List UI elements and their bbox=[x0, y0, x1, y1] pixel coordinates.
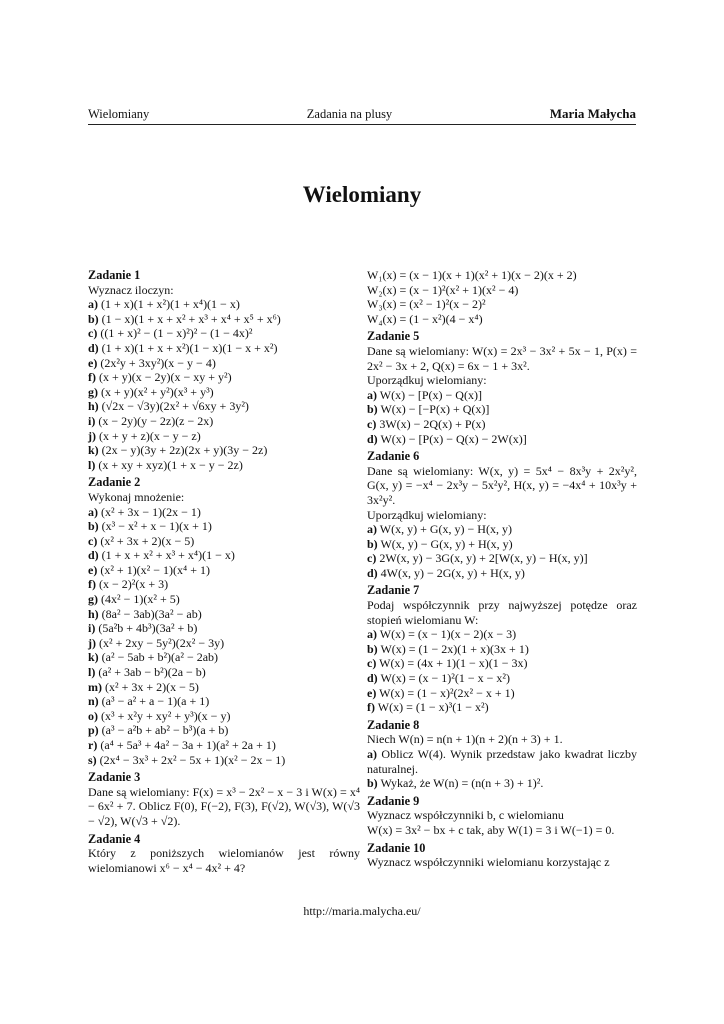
item-expression: (x² + 2xy − 5y²)(2x² − 3y) bbox=[96, 635, 225, 650]
text-line: Wyznacz iloczyn: bbox=[88, 282, 174, 297]
page-footer-url: http://maria.malycha.eu/ bbox=[303, 904, 421, 918]
text-line: Uporządkuj wielomiany: bbox=[367, 373, 487, 388]
item-label: c) bbox=[88, 533, 98, 548]
item-expression: (5a²b + 4b³)(3a² + b) bbox=[95, 621, 198, 636]
exercise-item bbox=[367, 776, 637, 791]
item-label: a) bbox=[88, 504, 98, 519]
item-expression: (2x²y + 3xy²)(x − y − 4) bbox=[97, 355, 216, 370]
item-expression: W(x) − [−P(x) + Q(x)] bbox=[377, 402, 490, 417]
item-expression: (x + y)(x² + y²)(x³ + y³) bbox=[98, 384, 214, 399]
exercise-item bbox=[88, 414, 360, 429]
text-paragraph: W(x) = 3x² − bx + c tak, aby W(1) = 3 i W(−1) = 0. bbox=[367, 822, 615, 837]
item-expression: 4W(x, y) − 2G(x, y) + H(x, y) bbox=[377, 565, 525, 580]
item-label: c) bbox=[367, 416, 377, 431]
exercise-item bbox=[88, 341, 360, 356]
left-column bbox=[88, 268, 360, 875]
text-paragraph: Dane są wielomiany: W(x, y) = 5x⁴ − 8x³y + 2x²y², G(x, y) = −x⁴ − 2x³y − 5x²y², H(x, y) = −4x⁴ + 10x³y + 3x²y². bbox=[367, 463, 637, 507]
exercise-item bbox=[88, 326, 360, 341]
exercise-item bbox=[88, 680, 360, 695]
text-paragraph: Podaj współczynnik przy najwyższej potędze oraz stopień wielomianu W: bbox=[367, 598, 637, 627]
item-expression: 3W(x) − 2Q(x) + P(x) bbox=[376, 416, 486, 431]
item-expression: (1 + x)(1 + x + x²)(1 − x)(1 − x + x²) bbox=[98, 340, 278, 355]
exercise-item bbox=[88, 592, 360, 607]
item-expression: (x² + 3x − 1)(2x − 1) bbox=[98, 504, 201, 519]
exercise-item bbox=[367, 402, 637, 417]
item-label: b) bbox=[367, 536, 378, 551]
task-heading: Zadanie 5 bbox=[367, 329, 420, 344]
item-label: f) bbox=[367, 700, 375, 715]
item-expression: (x + y)(x − 2y)(x − xy + y²) bbox=[96, 370, 232, 385]
exercise-item bbox=[88, 505, 360, 520]
item-label: a) bbox=[367, 627, 377, 642]
item-label: d) bbox=[88, 548, 99, 563]
exercise-item bbox=[367, 627, 637, 642]
item-label: e) bbox=[88, 355, 98, 370]
item-expression: (a² − 5ab + b²)(a² − 2ab) bbox=[98, 650, 219, 665]
text-paragraph: Który z poniższych wielomianów jest równy wielomianowi x⁶ − x⁴ − 4x² + 4? bbox=[88, 846, 360, 875]
item-label: j) bbox=[88, 428, 96, 443]
item-expression: ((1 + x)² − (1 − x)²)² − (1 − 4x)² bbox=[97, 326, 253, 341]
text-paragraph: Wyznacz współczynniki wielomianu korzystając z bbox=[367, 855, 610, 870]
exercise-item bbox=[88, 312, 360, 327]
exercise-item bbox=[88, 399, 360, 414]
exercise-item bbox=[88, 443, 360, 458]
exercise-item bbox=[88, 370, 360, 385]
item-expression: (x − 2y)(y − 2z)(z − 2x) bbox=[95, 413, 214, 428]
item-expression: (2x⁴ − 3x³ + 2x² − 5x + 1)(x² − 2x − 1) bbox=[96, 752, 286, 767]
item-label: p) bbox=[88, 723, 99, 738]
text-line: W₃(x) = (x² − 1)²(x − 2)² bbox=[367, 297, 486, 312]
item-expression: (1 + x + x² + x³ + x⁴)(1 − x) bbox=[98, 548, 235, 563]
item-expression: W(x, y) + G(x, y) − H(x, y) bbox=[377, 522, 512, 537]
text-line: W₄(x) = (1 − x²)(4 − x⁴) bbox=[367, 311, 483, 326]
item-label: k) bbox=[88, 650, 99, 665]
item-expression: (x² + 1)(x² − 1)(x⁴ + 1) bbox=[97, 562, 210, 577]
task-heading: Zadanie 6 bbox=[367, 449, 420, 464]
item-expression: (x³ − x² + x − 1)(x + 1) bbox=[98, 519, 212, 534]
exercise-item bbox=[88, 723, 360, 738]
item-expression: W(x) − [P(x) − Q(x)] bbox=[377, 387, 482, 402]
item-expression: W(x) − [P(x) − Q(x) − 2W(x)] bbox=[377, 431, 527, 446]
item-expression: (1 + x)(1 + x²)(1 + x⁴)(1 − x) bbox=[98, 297, 240, 312]
item-label: d) bbox=[367, 565, 378, 580]
item-expression: W(x) = (1 − x)²(2x² − x + 1) bbox=[376, 685, 515, 700]
item-expression: (x − 2)²(x + 3) bbox=[96, 577, 169, 592]
item-expression: Oblicz W(4). Wynik przedstaw jako kwadrat liczby naturalnej. bbox=[367, 747, 637, 776]
item-expression: (x + y + z)(x − y − z) bbox=[96, 428, 201, 443]
exercise-item bbox=[88, 738, 360, 753]
item-label: g) bbox=[88, 592, 98, 607]
item-expression: W(x) = (1 − 2x)(1 + x)(3x + 1) bbox=[377, 641, 529, 656]
page-header bbox=[88, 106, 636, 125]
item-label: j) bbox=[88, 635, 96, 650]
item-expression: (x² + 3x + 2)(x − 5) bbox=[97, 533, 195, 548]
exercise-item bbox=[88, 607, 360, 622]
exercise-item bbox=[367, 686, 637, 701]
item-label: b) bbox=[367, 641, 378, 656]
exercise-item bbox=[88, 577, 360, 592]
item-label: b) bbox=[367, 776, 378, 791]
item-expression: W(x, y) − G(x, y) + H(x, y) bbox=[377, 536, 513, 551]
item-label: c) bbox=[88, 326, 98, 341]
item-label: g) bbox=[88, 384, 98, 399]
exercise-item bbox=[367, 388, 637, 403]
item-label: c) bbox=[367, 551, 377, 566]
item-expression: (x² + 3x + 2)(x − 5) bbox=[102, 679, 199, 694]
exercise-item bbox=[88, 356, 360, 371]
text-line: W₁(x) = (x − 1)(x + 1)(x² + 1)(x − 2)(x + 2) bbox=[367, 268, 577, 282]
exercise-item bbox=[88, 548, 360, 563]
item-label: r) bbox=[88, 738, 98, 752]
exercise-item bbox=[367, 642, 637, 657]
item-label: b) bbox=[88, 519, 99, 534]
item-label: a) bbox=[367, 522, 377, 537]
exercise-item bbox=[88, 563, 360, 578]
item-label: i) bbox=[88, 413, 96, 428]
text-line: W₂(x) = (x − 1)²(x² + 1)(x² − 4) bbox=[367, 282, 519, 297]
item-label: n) bbox=[88, 694, 99, 709]
exercise-item bbox=[367, 656, 637, 671]
exercise-item bbox=[367, 700, 637, 715]
header-left: Wielomiany bbox=[88, 107, 150, 121]
task-heading: Zadanie 1 bbox=[88, 268, 141, 282]
item-label: l) bbox=[88, 665, 96, 680]
item-label: k) bbox=[88, 443, 99, 458]
exercise-item bbox=[367, 522, 637, 537]
exercise-item bbox=[88, 385, 360, 400]
item-label: c) bbox=[367, 656, 377, 671]
item-label: f) bbox=[88, 577, 96, 592]
item-label: o) bbox=[88, 708, 98, 723]
exercise-item bbox=[88, 297, 360, 312]
item-label: b) bbox=[88, 311, 99, 326]
item-expression: (a² + 3ab − b²)(2a − b) bbox=[95, 665, 206, 680]
task-heading: Zadanie 8 bbox=[367, 717, 420, 732]
exercise-item bbox=[88, 650, 360, 665]
task-heading: Zadanie 3 bbox=[88, 770, 141, 785]
item-expression: (x + xy + xyz)(1 + x − y − 2z) bbox=[95, 457, 243, 472]
text-line: Niech W(n) = n(n + 1)(n + 2)(n + 3) + 1. bbox=[367, 732, 563, 747]
item-label: b) bbox=[367, 402, 378, 417]
exercise-item bbox=[88, 753, 360, 768]
header-author: Maria Małycha bbox=[549, 106, 636, 121]
exercise-item bbox=[88, 665, 360, 680]
text-line: Wykonaj mnożenie: bbox=[88, 489, 185, 504]
item-expression: W(x) = (4x + 1)(1 − x)(1 − 3x) bbox=[376, 656, 528, 671]
right-column bbox=[367, 268, 637, 870]
text-paragraph: Dane są wielomiany: F(x) = x³ − 2x² − x − 3 i W(x) = x⁴ − 6x² + 7. Oblicz F(0), F(−2), F(3), F(√2), W(√3), W(√3 − √2), W(√3 + √2). bbox=[88, 784, 360, 828]
task-heading: Zadanie 9 bbox=[367, 793, 420, 808]
item-label: s) bbox=[88, 752, 97, 767]
exercise-item bbox=[367, 432, 637, 447]
item-expression: (a³ − a² + a − 1)(a + 1) bbox=[98, 694, 210, 709]
item-label: d) bbox=[367, 431, 378, 446]
item-expression: Wykaż, że W(n) = (n(n + 3) + 1)². bbox=[377, 776, 544, 791]
item-expression: (a³ − a²b + ab² − b³)(a + b) bbox=[98, 723, 229, 738]
exercise-item bbox=[367, 671, 637, 686]
item-expression: (1 − x)(1 + x + x² + x³ + x⁴ + x⁵ + x⁶) bbox=[98, 311, 281, 326]
exercise-item bbox=[88, 636, 360, 651]
document-title: Wielomiany bbox=[302, 182, 422, 207]
item-label: h) bbox=[88, 606, 99, 621]
item-expression: W(x) = (x − 1)²(1 − x − x²) bbox=[377, 671, 511, 686]
exercise-item bbox=[88, 621, 360, 636]
exercise-item bbox=[88, 534, 360, 549]
item-expression: (x³ + x²y + xy² + y³)(x − y) bbox=[98, 708, 231, 723]
text-line: Uporządkuj wielomiany: bbox=[367, 507, 487, 522]
item-label: h) bbox=[88, 399, 99, 414]
exercise-item bbox=[88, 694, 360, 709]
item-label: i) bbox=[88, 621, 96, 636]
exercise-item bbox=[88, 429, 360, 444]
item-expression: (4x² − 1)(x² + 5) bbox=[98, 592, 180, 607]
item-label: e) bbox=[367, 685, 377, 700]
task-heading: Zadanie 7 bbox=[367, 583, 420, 598]
exercise-item bbox=[88, 519, 360, 534]
exercise-item bbox=[367, 551, 637, 566]
exercise-item bbox=[88, 709, 360, 724]
item-expression: (8a² − 3ab)(3a² − ab) bbox=[98, 606, 202, 621]
item-expression: (√2x − √3y)(2x² + √6xy + 3y²) bbox=[98, 399, 249, 414]
exercise-item bbox=[367, 566, 637, 581]
item-expression: W(x) = (1 − x)³(1 − x²) bbox=[375, 700, 489, 715]
exercise-item bbox=[367, 417, 637, 432]
item-label: e) bbox=[88, 562, 98, 577]
task-heading: Zadanie 10 bbox=[367, 840, 426, 855]
item-label: f) bbox=[88, 370, 96, 385]
item-label: a) bbox=[367, 387, 377, 402]
text-paragraph: Dane są wielomiany: W(x) = 2x³ − 3x² + 5x − 1, P(x) = 2x² − 3x + 2, Q(x) = 6x − 1 + 3x². bbox=[367, 343, 637, 373]
item-label: l) bbox=[88, 457, 96, 472]
item-label: a) bbox=[88, 297, 98, 312]
exercise-item bbox=[367, 747, 637, 776]
task-heading: Zadanie 2 bbox=[88, 475, 141, 490]
item-label: a) bbox=[367, 747, 377, 761]
item-expression: W(x) = (x − 1)(x − 2)(x − 3) bbox=[377, 627, 517, 642]
text-line: Wyznacz współczynniki b, c wielomianu bbox=[367, 808, 564, 823]
exercise-item bbox=[367, 537, 637, 552]
item-label: d) bbox=[88, 340, 99, 355]
task-heading: Zadanie 4 bbox=[88, 831, 141, 846]
exercise-item bbox=[88, 458, 360, 473]
item-label: d) bbox=[367, 671, 378, 686]
item-label: m) bbox=[88, 679, 102, 694]
item-expression: (a⁴ + 5a³ + 4a² − 3a + 1)(a² + 2a + 1) bbox=[97, 738, 276, 752]
header-center: Zadania na plusy bbox=[306, 107, 393, 121]
item-expression: 2W(x, y) − 3G(x, y) + 2[W(x, y) − H(x, y)] bbox=[376, 551, 588, 566]
item-expression: (2x − y)(3y + 2z)(2x + y)(3y − 2z) bbox=[98, 443, 268, 458]
